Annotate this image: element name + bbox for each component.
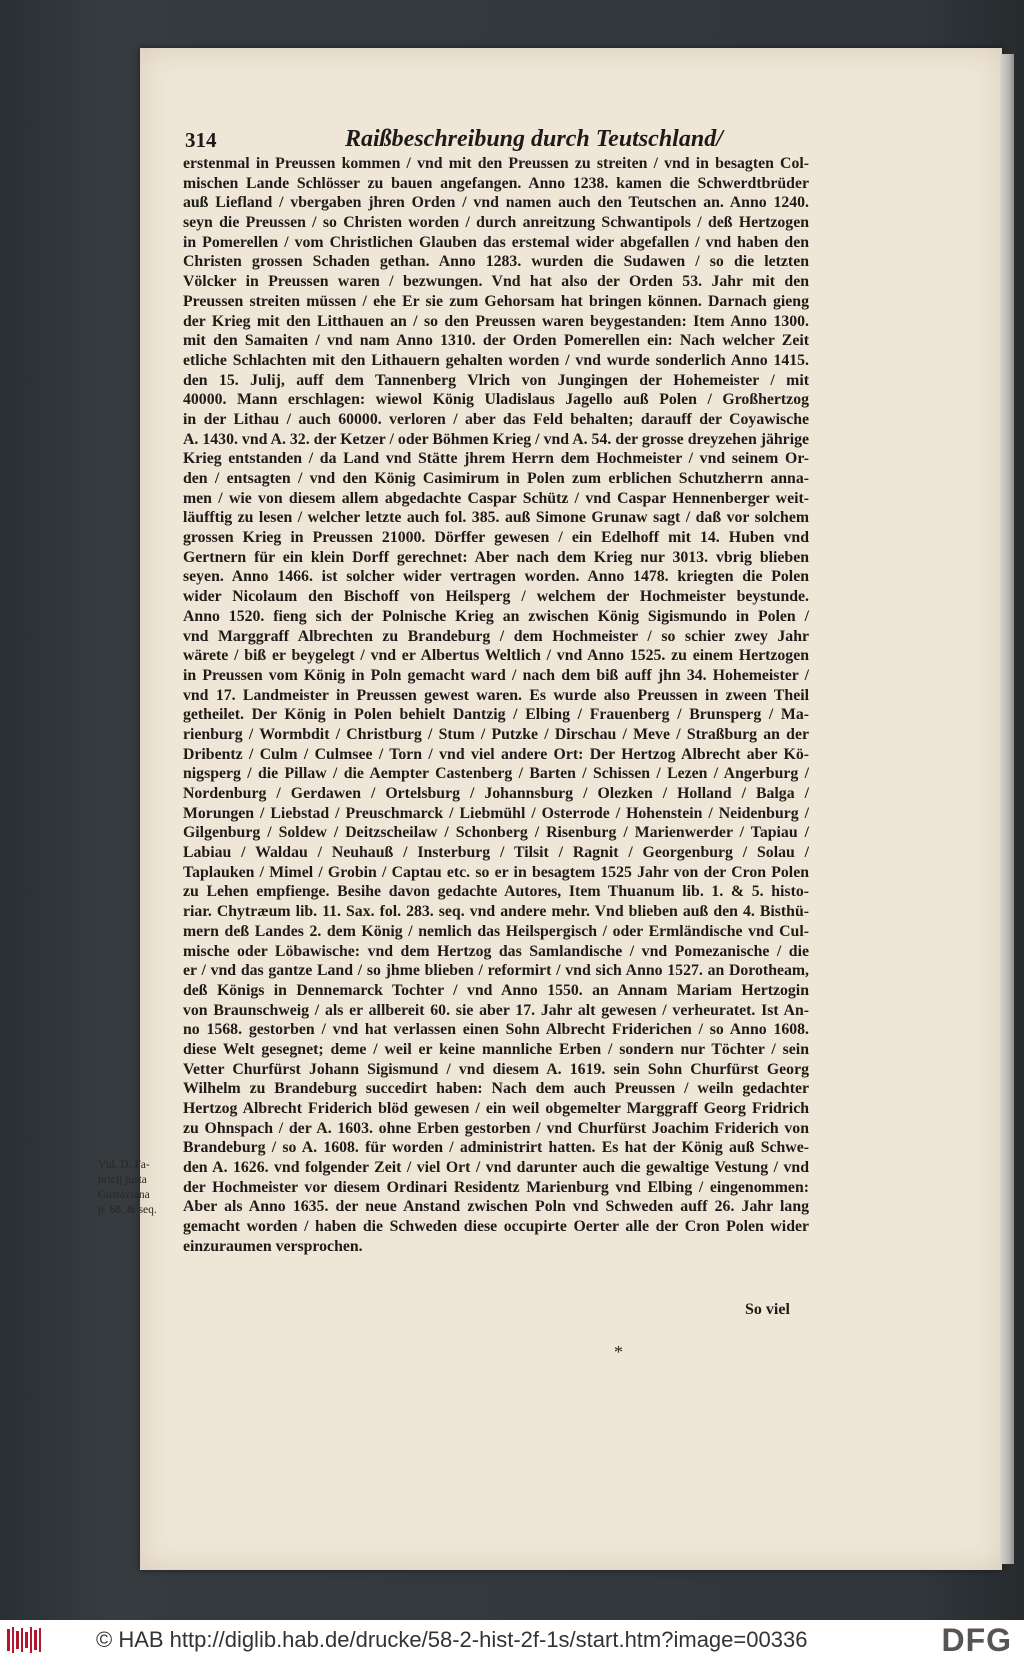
text-line: erstenmal in Preussen kommen / vnd mit den Preussen zu streiten / vnd in besagten Col-	[183, 155, 809, 172]
text-line: er / vnd das gantze Land / so jhme blieben / reformirt / vnd sich Anno 1527. an Dorotheam,	[183, 962, 809, 980]
text-line: Labiau / Waldau / Neuhauß / Insterburg / Tilsit / Ragnit / Georgenburg / Solau /	[183, 844, 809, 862]
text-line: getheilet. Der König in Polen behielt Dantzig / Elbing / Frauenberg / Brunsperg / Ma-	[183, 706, 809, 724]
text-line: Völcker in Preussen waren / bezwungen. Vnd hat also der Orden 53. Jahr mit den	[183, 273, 809, 291]
text-line: einzuraumen versprochen.	[183, 1237, 363, 1255]
text-line: Anno 1520. fieng sich der Polnische Krieg an zwischen König Sigismundo in Polen /	[183, 607, 809, 625]
text-line: Gertnern für ein klein Dorff gerechnet: Aber nach dem Krieg nur 3013. vbrig blieben	[183, 548, 809, 566]
text-line: in Preussen vom König in Poln gemacht ward / nach dem biß auff jhn 34. Hohemeister /	[183, 666, 809, 684]
text-line: vnd 17. Landmeister in Preussen gewest waren. Es wurde also Preussen in zween Theil	[183, 686, 809, 704]
text-line: in der Lithau / auch 60000. verloren / aber das Feld behalten; darauff der Coyawische	[183, 410, 809, 428]
text-line: mit den Samaiten / vnd nam Anno 1310. der Orden Pomerellen ein: Nach welcher Zeit	[183, 332, 809, 350]
catchword: So viel	[745, 1301, 790, 1318]
footer-bar	[0, 1620, 1024, 1660]
text-line: mische oder Löbawische: vnd dem Hertzog das Samlandische / vnd Pomezanische / die	[183, 942, 809, 960]
text-line: Aber als Anno 1635. der neue Anstand zwischen Poln vnd Schweden auff 26. Jahr lang	[183, 1198, 809, 1216]
text-line: men / wie von diesem allem abgedachte Caspar Schütz / vnd Caspar Hennenberger weit-	[183, 489, 809, 507]
text-line: A. 1430. vnd A. 32. der Ketzer / oder Böhmen Krieg / vnd A. 54. der grosse dreyzehen jährige	[183, 430, 809, 448]
text-line: grossen Krieg in Preussen 21000. Dörffer gewesen / ein Edelhoff mit 14. Huben vnd	[183, 529, 809, 547]
text-line: Gilgenburg / Soldew / Deitzscheilaw / Schonberg / Risenburg / Marienwerder / Tapiau /	[183, 824, 809, 842]
text-line: vnd Marggraff Albrechten zu Brandeburg / dem Hochmeister / so schier zwey Jahr	[183, 627, 809, 645]
text-line: der Krieg mit den Litthauen an / so den Preussen waren beygestanden: Item Anno 1300.	[183, 312, 809, 330]
hab-logo-icon	[6, 1626, 46, 1654]
text-line: zu Ohnspach / der A. 1603. ohne Erben gestorben / vnd Churfürst Joachim Friderich von	[183, 1119, 809, 1137]
text-line: den A. 1626. vnd folgender Zeit / viel Ort / vnd darunter auch die gewaltige Vestung / vnd	[183, 1159, 809, 1177]
text-line: wider Nicolaum den Bischoff von Heilsperg / welchem der Hochmeister beystunde.	[183, 588, 809, 606]
text-line: Dribentz / Culm / Culmsee / Torn / vnd viel andere Ort: Der Hertzog Albrecht aber Kö-	[183, 745, 809, 763]
marginal-note-line: Vid. D. Fa-	[98, 1159, 150, 1171]
text-line: Taplauken / Mimel / Grobin / Captau etc. so er in besagtem 1525 Jahr von der Cron Polen	[183, 863, 809, 881]
text-line: den 15. Julij, auff dem Tannenberg Vlrich von Jungingen der Hohemeister / mit	[183, 371, 809, 389]
marginal-note	[98, 1158, 182, 1218]
text-line: seyen. Anno 1466. ist solcher wider vertragen worden. Anno 1478. kriegten die Polen	[183, 568, 809, 586]
text-line: von Braunschweig / als er allbereit 60. sie aber 17. Jahr alt gewesen / verheuratet. Ist An-	[183, 1001, 809, 1019]
text-line: riar. Chytræum lib. 11. Sax. fol. 283. seq. vnd andere mehr. Vnd blieben auß den 4. Bisthü-	[183, 903, 809, 921]
text-line: etliche Schlachten mit den Lithauern gehalten worden / vnd wurde sonderlich Anno 1415.	[183, 351, 809, 369]
text-line: Brandeburg / so A. 1608. für worden / administrirt hatten. Es hat der König auß Schwe-	[183, 1139, 809, 1157]
text-line: auß Liefland / vbergaben jhren Orden / vnd namen auch den Teutschen an. Anno 1240.	[183, 194, 809, 212]
text-line: mern deß Landes 2. dem König / nemlich das Heilspergisch / oder Ermländische vnd Cul-	[183, 922, 809, 940]
text-line: no 1568. gestorben / vnd hat verlassen einen Sohn Albrecht Friderichen / so Anno 1608.	[183, 1021, 809, 1039]
text-line: Christen grossen Schaden gethan. Anno 1283. wurden die Sudawen / so die letzten	[183, 253, 809, 271]
text-line: Vetter Churfürst Johann Sigismund / vnd diesem A. 1619. sein Sohn Churfürst Georg	[183, 1060, 809, 1078]
text-line: 40000. Mann erschlagen: wiewol König Uladislaus Jagello auß Polen / Großhertzog	[183, 391, 809, 409]
text-line: der Hochmeister vor diesem Ordinari Residentz Marienburg vnd Elbing / eingenommen:	[183, 1178, 809, 1196]
text-line: rienburg / Wormbdit / Christburg / Stum / Putzke / Dirschau / Meve / Straßburg an der	[183, 725, 809, 743]
text-line: deß Königs in Dennemarck Tochter / vnd Anno 1550. an Annam Mariam Hertzogin	[183, 981, 809, 999]
text-line: gemacht worden / haben die Schweden diese occupirte Oerter alle der Cron Polen wider	[183, 1218, 809, 1236]
marginal-note-line: p. 68. & seq.	[98, 1204, 157, 1216]
text-line: Morungen / Liebstad / Preuschmarck / Liebmühl / Osterrode / Hohenstein / Neidenburg /	[183, 804, 809, 822]
text-line: nigsperg / die Pillaw / die Aempter Castenberg / Barten / Schissen / Lezen / Angerburg /	[183, 765, 809, 783]
signature-mark: *	[614, 1342, 623, 1362]
text-line: seyn die Preussen / so Christen worden / durch anreitzung Schwantipols / deß Hertzogen	[183, 214, 809, 232]
page-edge	[1000, 54, 1014, 1564]
footer-source-link[interactable]: © HAB http://diglib.hab.de/drucke/58-2-hist-2f-1s/start.htm?image=00336	[96, 1627, 808, 1652]
page-number: 314	[185, 128, 217, 152]
text-line: Krieg entstanden / da Land vnd Stätte jhrem Herrn dem Hochmeister / vnd seinem Or-	[183, 450, 809, 468]
marginal-note-line: bricij justa	[98, 1174, 147, 1186]
text-line: den / entsagten / vnd den König Casimirum in Polen zum erblichen Schutzherrn anna-	[183, 470, 809, 487]
text-line: Nordenburg / Gerdawen / Ortelsburg / Johannsburg / Olezken / Holland / Balga /	[183, 785, 809, 802]
text-line: zu Lehen empfienge. Besihe davon gedachte Autores, Item Thuanum lib. 1. & 5. histo-	[183, 883, 809, 901]
dfg-logo: DFG	[941, 1622, 1012, 1658]
running-head	[185, 126, 835, 156]
text-line: Wilhelm zu Brandeburg succedirt haben: Nach dem auch Preussen / weiln gedachter	[183, 1080, 809, 1098]
body-text	[183, 154, 809, 1324]
text-line: Preussen streiten müssen / ehe Er sie zum Gehorsam hat bringen können. Darnach gieng	[183, 292, 809, 310]
marginal-note-line: Gustaviana	[98, 1189, 150, 1201]
text-line: mischen Lande Schlösser zu bauen angefangen. Anno 1238. kamen die Schwerdtbrüder	[183, 174, 809, 192]
text-line: in Pomerellen / vom Christlichen Glauben das erstemal wider abgefallen / vnd haben den	[183, 233, 809, 251]
text-line: wärete / biß er beygelegt / vnd er Albertus Weltlich / vnd Anno 1525. zu einem Hertzogen	[183, 647, 809, 665]
text-line: diese Welt gesegnet; deme / weil er keine mannliche Erben / sondern nur Töchter / sein	[183, 1040, 809, 1058]
page-heading: Raißbeschreibung durch Teutschland/	[345, 126, 723, 152]
text-line: Hertzog Albrecht Friderich blöd gewesen / ein weil obgemelter Marggraff Georg Fridrich	[183, 1100, 809, 1117]
text-line: läufftig zu lesen / welcher letzte auch fol. 385. auß Simone Grunaw sagt / daß vor solchem	[183, 509, 809, 527]
